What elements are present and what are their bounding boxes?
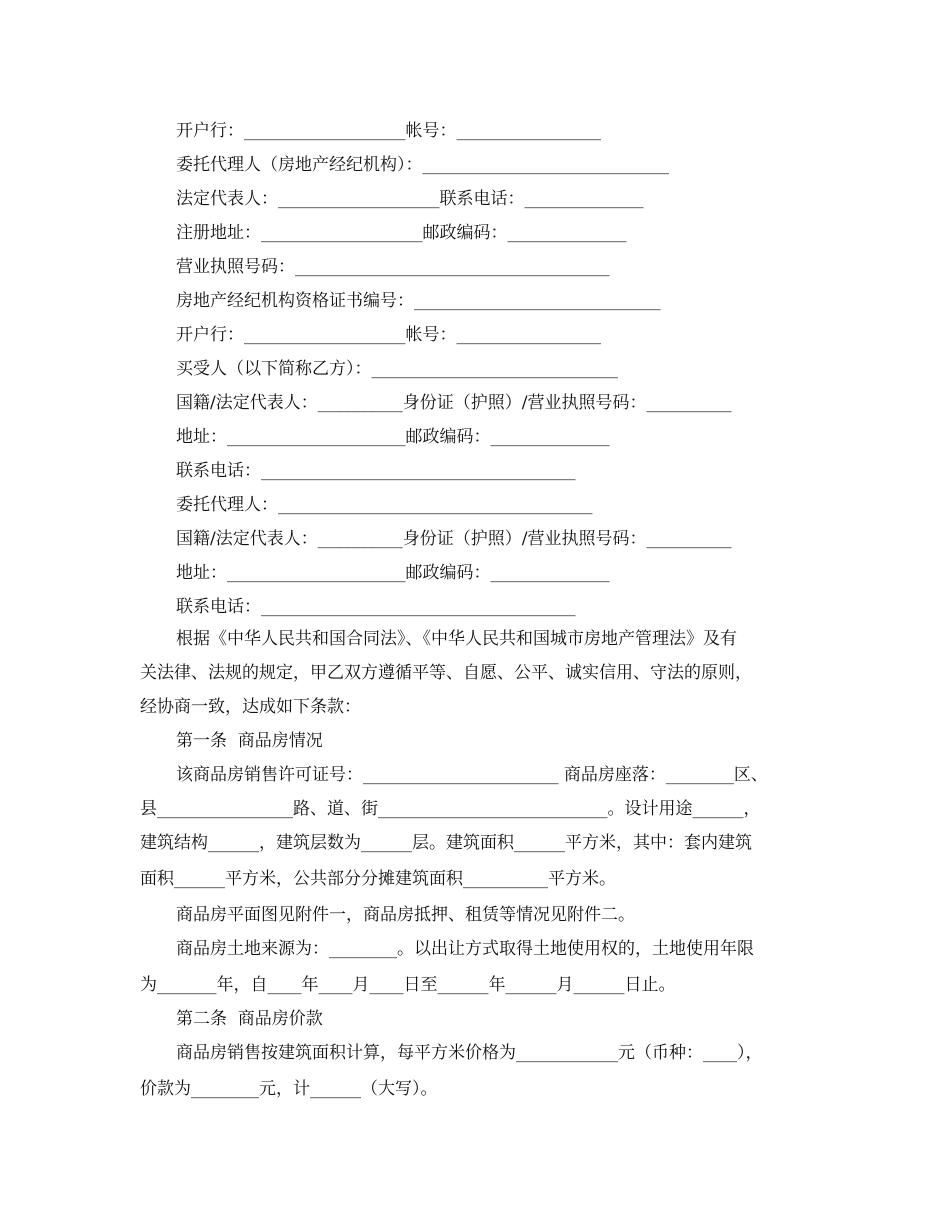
field-line-agency-certificate: 房地产经纪机构资格证书编号：_____________________________ bbox=[176, 291, 661, 311]
article-2-heading: 第二条 商品房价款 bbox=[176, 1009, 323, 1029]
field-line-legal-rep: 法定代表人：___________________联系电话：______________ bbox=[176, 189, 644, 209]
field-line-agent-agency: 委托代理人（房地产经纪机构）：_____________________________ bbox=[176, 155, 669, 175]
field-line-address-2: 地址：_____________________邮政编码：______________ bbox=[176, 563, 610, 583]
field-line-bank-2: 开户行：___________________帐号：_________________ bbox=[176, 325, 601, 345]
field-line-address-1: 地址：_____________________邮政编码：______________ bbox=[176, 427, 610, 447]
field-line-business-license: 营业执照号码：_____________________________________ bbox=[176, 257, 610, 277]
field-line-phone-1: 联系电话：_____________________________________ bbox=[176, 461, 576, 481]
article-1-line-4: 面积______平方米，公共部分分摊建筑面积__________平方米。 bbox=[140, 869, 616, 889]
field-line-agent: 委托代理人：_____________________________________ bbox=[176, 495, 593, 515]
article-1-line-1: 该商品房销售许可证号：_______________________ 商品房座落：________区、 bbox=[176, 765, 768, 785]
field-line-phone-2: 联系电话：_____________________________________ bbox=[176, 597, 576, 617]
article-1-line-3: 建筑结构______，建筑层数为______层。建筑面积______平方米，其中：套内建筑 bbox=[140, 833, 752, 853]
preamble-line-3: 经协商一致，达成如下条款： bbox=[140, 697, 361, 717]
article-1-land-line-1: 商品房土地来源为：________。以出让方式取得土地使用权的，土地使用年限 bbox=[176, 939, 754, 959]
preamble-line-1: 根据《中华人民共和国合同法》、《中华人民共和国城市房地产管理法》及有 bbox=[176, 629, 737, 649]
article-1-land-line-2: 为_______年，自____年____月____日至______年______月______日止。 bbox=[140, 975, 676, 995]
field-line-nationality-2: 国籍/法定代表人：__________身份证（护照）/营业执照号码：__________ bbox=[176, 529, 732, 549]
preamble-line-2: 关法律、法规的规定，甲乙双方遵循平等、自愿、公平、诚实信用、守法的原则， bbox=[140, 663, 752, 683]
article-1-attachment-note: 商品房平面图见附件一，商品房抵押、租赁等情况见附件二。 bbox=[176, 905, 635, 925]
article-2-line-2: 价款为________元，计______（大写）。 bbox=[140, 1079, 438, 1099]
article-1-heading: 第一条 商品房情况 bbox=[176, 731, 323, 751]
field-line-nationality-1: 国籍/法定代表人：__________身份证（护照）/营业执照号码：__________ bbox=[176, 393, 732, 413]
article-1-line-2: 县________________路、道、街___________________________。设计用途______， bbox=[140, 799, 761, 819]
article-2-line-1: 商品房销售按建筑面积计算，每平方米价格为____________元（币种：____）， bbox=[176, 1043, 763, 1063]
field-line-bank-1: 开户行：___________________帐号：_________________ bbox=[176, 121, 601, 141]
field-line-registered-address: 注册地址：___________________邮政编码：______________ bbox=[176, 223, 627, 243]
field-line-buyer: 买受人（以下简称乙方）：_____________________________ bbox=[176, 359, 618, 379]
